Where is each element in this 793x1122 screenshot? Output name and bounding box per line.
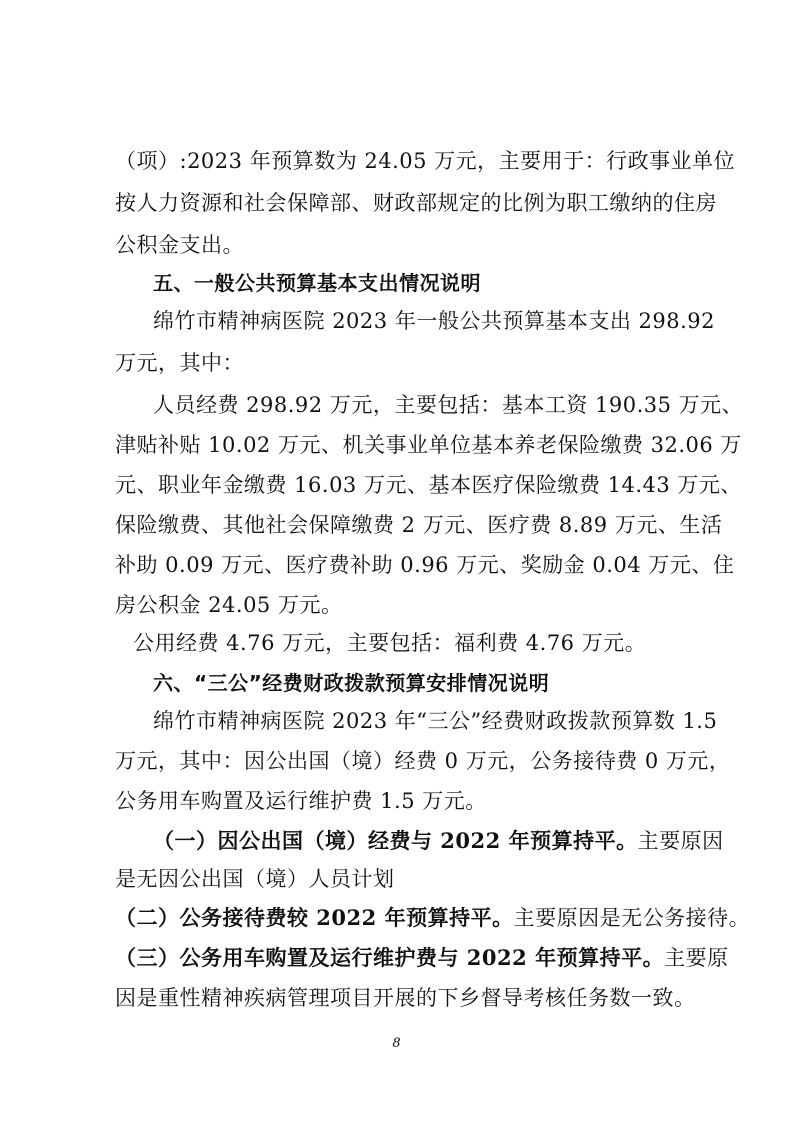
item-1-line bbox=[153, 823, 724, 859]
paragraph-line: 万元，其中： bbox=[115, 351, 244, 375]
section-heading-6: 六、“三公”经费财政拨款预算安排情况说明 bbox=[153, 671, 550, 695]
paragraph-line: 津贴补贴 10.02 万元、机关事业单位基本养老保险缴费 32.06 万 bbox=[115, 433, 742, 457]
item-3-line bbox=[115, 940, 729, 976]
paragraph-line: 人员经费 298.92 万元，主要包括：基本工资 190.35 万元、 bbox=[153, 393, 744, 417]
paragraph-line: 绵竹市精神病医院 2023 年一般公共预算基本支出 298.92 bbox=[153, 309, 715, 333]
paragraph-line: 保险缴费、其他社会保障缴费 2 万元、医疗费 8.89 万元、生活 bbox=[115, 513, 723, 537]
section-heading-5: 五、一般公共预算基本支出情况说明 bbox=[153, 271, 481, 295]
item-3-bold: （三）公务用车购置及运行维护费与 2022 年预算持平。 bbox=[115, 945, 665, 970]
paragraph-line: 元、职业年金缴费 16.03 万元、基本医疗保险缴费 14.43 万元、 bbox=[115, 473, 742, 497]
paragraph-line: 公用经费 4.76 万元，主要包括：福利费 4.76 万元。 bbox=[133, 631, 647, 655]
item-1-rest: 主要原因 bbox=[637, 829, 724, 853]
paragraph-line: 是无因公出国（境）人员计划 bbox=[115, 867, 395, 891]
paragraph-line: 因是重性精神疾病管理项目开展的下乡督导考核任务数一致。 bbox=[115, 986, 696, 1010]
item-2-rest: 主要原因是无公务接待。 bbox=[513, 906, 751, 930]
paragraph-line: 万元，其中：因公出国（境）经费 0 万元，公务接待费 0 万元， bbox=[115, 749, 731, 773]
paragraph-line: 补助 0.09 万元、医疗费补助 0.96 万元、奖励金 0.04 万元、住 bbox=[115, 553, 735, 577]
paragraph-line: 公积金支出。 bbox=[115, 233, 244, 257]
item-3-rest: 主要原 bbox=[664, 946, 729, 970]
item-2-line bbox=[115, 900, 751, 936]
page-number: 8 bbox=[392, 1036, 401, 1051]
paragraph-line: （项）:2023 年预算数为 24.05 万元，主要用于：行政事业单位 bbox=[115, 149, 736, 173]
paragraph-line: 房公积金 24.05 万元。 bbox=[115, 593, 343, 617]
paragraph-line: 公务用车购置及运行维护费 1.5 万元。 bbox=[115, 789, 487, 813]
paragraph-line: 按人力资源和社会保障部、财政部规定的比例为职工缴纳的住房 bbox=[115, 191, 717, 215]
item-1-bold: （一）因公出国（境）经费与 2022 年预算持平。 bbox=[153, 828, 638, 853]
paragraph-line: 绵竹市精神病医院 2023 年“三公”经费财政拨款预算数 1.5 bbox=[153, 709, 718, 733]
item-2-bold: （二）公务接待费较 2022 年预算持平。 bbox=[115, 905, 514, 930]
